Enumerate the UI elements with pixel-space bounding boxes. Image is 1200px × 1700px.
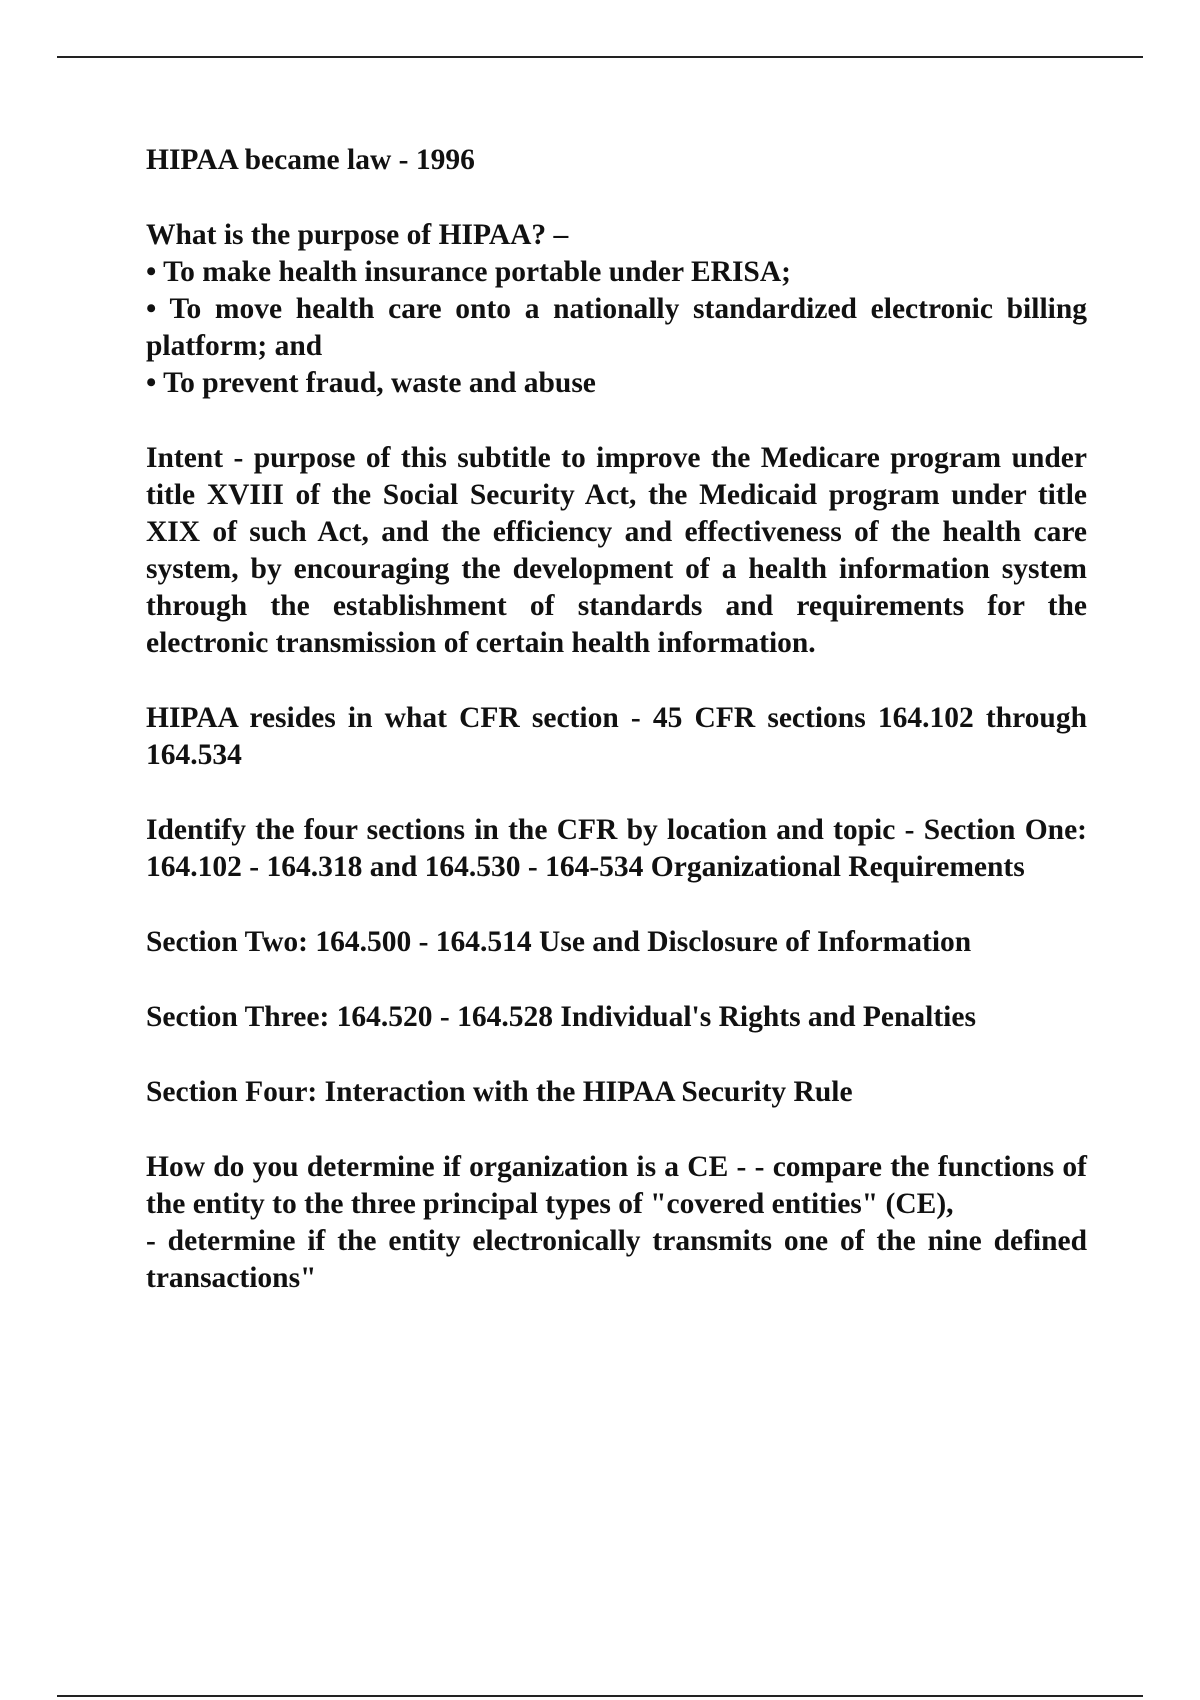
paragraph-determine-ce — [146, 1149, 1087, 1297]
bullet-item: • To move health care onto a nationally standardized electronic billing platform; and — [146, 293, 1087, 362]
top-rule — [57, 56, 1143, 58]
paragraph-section-two — [146, 924, 1087, 961]
paragraph-intent — [146, 440, 1087, 662]
paragraph-four-sections — [146, 812, 1087, 886]
text-line: Identify the four sections in the CFR by location and topic - Section One: 164.102 - 164.318 and 164.530 - 164-534 Organizational Requirements — [146, 814, 1087, 883]
document-body — [146, 142, 1087, 1335]
bottom-rule — [57, 1695, 1143, 1697]
paragraph-section-four — [146, 1074, 1087, 1111]
paragraph-section-three — [146, 999, 1087, 1036]
bullet-item: • To make health insurance portable under ERISA; — [146, 256, 791, 288]
paragraph-hipaa-became-law — [146, 142, 1087, 179]
text-line: Intent - purpose of this subtitle to improve the Medicare program under title XVIII of the Social Security Act, the Medicaid program under title XIX of such Act, and the efficiency and effectiveness of the health care system, by encouraging the development of a health information system through the establishment of standards and requirements for the electronic transmission of certain health information. — [146, 442, 1087, 659]
paragraph-purpose-of-hipaa — [146, 217, 1087, 402]
text-line: - determine if the entity electronically transmits one of the nine defined transactions" — [146, 1225, 1087, 1294]
text-line: Section Two: 164.500 - 164.514 Use and Disclosure of Information — [146, 926, 972, 958]
text-line: What is the purpose of HIPAA? – — [146, 219, 569, 251]
text-line: HIPAA became law - 1996 — [146, 144, 475, 176]
bullet-item: • To prevent fraud, waste and abuse — [146, 367, 596, 399]
text-line: HIPAA resides in what CFR section - 45 CFR sections 164.102 through 164.534 — [146, 702, 1087, 771]
paragraph-cfr-section — [146, 700, 1087, 774]
text-line: Section Three: 164.520 - 164.528 Individual's Rights and Penalties — [146, 1001, 976, 1033]
text-line: How do you determine if organization is a CE - - compare the functions of the entity to the three principal types of "covered entities" (CE), — [146, 1151, 1087, 1220]
text-line: Section Four: Interaction with the HIPAA Security Rule — [146, 1076, 853, 1108]
